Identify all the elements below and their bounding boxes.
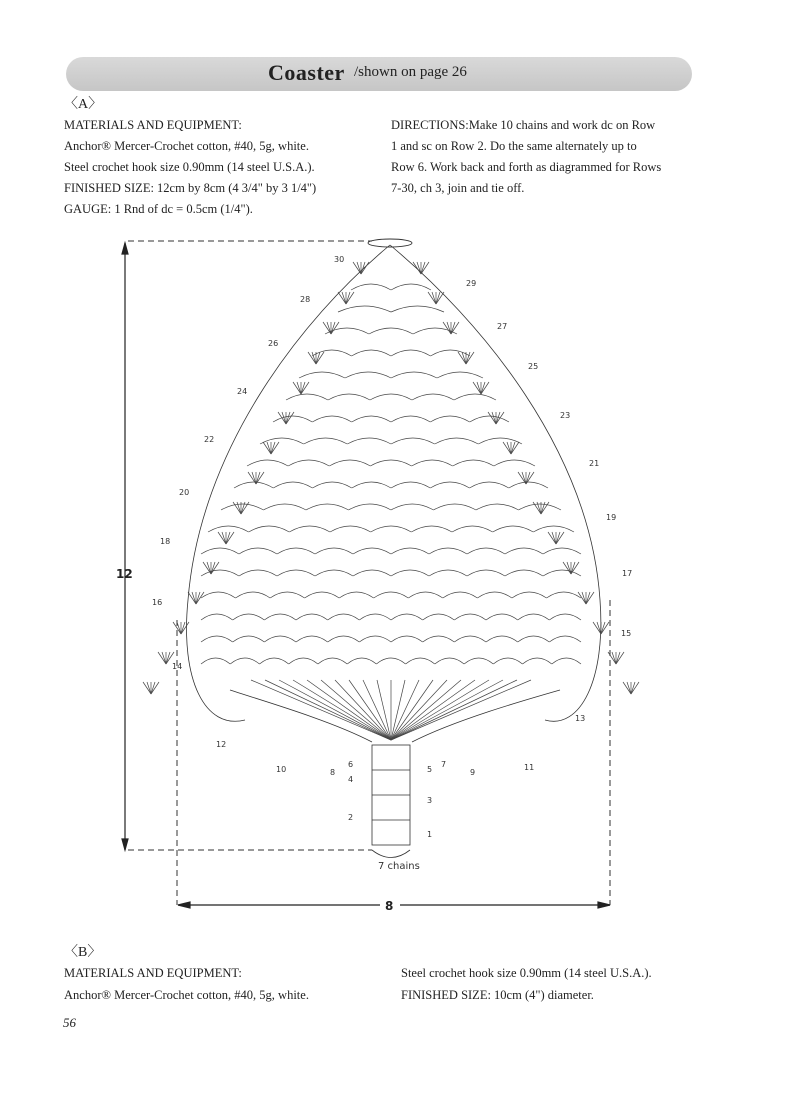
stitch-arc	[467, 570, 505, 576]
stitch-mark	[443, 322, 451, 334]
stitch-arc	[201, 592, 236, 598]
stitch-arc	[412, 460, 453, 466]
stitch-mark	[518, 472, 526, 484]
stitch-arc	[435, 658, 464, 664]
stitch-arc	[313, 482, 352, 488]
stitch-arc	[353, 548, 391, 554]
stitch-arc	[352, 482, 391, 488]
stitch-mark	[271, 442, 275, 454]
stitch-arc	[328, 636, 360, 642]
stitch-mark	[421, 262, 425, 274]
stitch-arc	[493, 658, 522, 664]
stitch-arc	[347, 658, 376, 664]
row-label: 2	[348, 813, 354, 822]
stitch-arc	[452, 526, 493, 532]
stitch-mark	[623, 682, 631, 694]
stitch-arc	[260, 658, 289, 664]
stitch-arc	[201, 658, 230, 664]
stitch-mark	[278, 412, 286, 424]
row-label: 13	[575, 714, 586, 723]
stitch-arc	[315, 570, 353, 576]
stitch-mark	[548, 532, 556, 544]
stitch-mark	[503, 442, 511, 454]
stitch-mark	[293, 382, 301, 394]
stitch-arc	[518, 636, 550, 642]
stitch-mark	[436, 292, 440, 304]
stitch-arc	[312, 416, 351, 422]
stitch-arc	[391, 504, 434, 510]
stitch-arc	[505, 548, 543, 554]
row-label: 4	[348, 775, 354, 784]
stitch-arc	[286, 394, 328, 400]
stitch-arc	[391, 438, 435, 444]
stitch-mark	[601, 622, 609, 634]
stitch-mark	[293, 680, 391, 740]
row-label: 6	[348, 760, 354, 769]
hook-b: Steel crochet hook size 0.90mm (14 steel U.S.A.).	[401, 966, 652, 980]
row-label: 21	[589, 459, 600, 468]
stitch-arc	[296, 614, 328, 620]
stitch-arc	[264, 636, 296, 642]
stitch-mark	[316, 352, 324, 364]
stitch-mark	[608, 652, 616, 664]
stitch-mark	[466, 352, 474, 364]
stitch-arc	[408, 592, 443, 598]
stitch-arc	[208, 526, 249, 532]
stitch-arc	[260, 438, 304, 444]
section-a-label: 〈A〉	[64, 97, 103, 112]
pineapple-motif	[187, 245, 601, 742]
stitch-arc	[201, 570, 239, 576]
stitch-mark	[301, 382, 305, 394]
stitch-arc	[349, 504, 392, 510]
stitch-arc	[494, 460, 535, 466]
stitch-arc	[552, 658, 581, 664]
stitch-arc	[429, 548, 467, 554]
stitch-mark	[413, 262, 421, 274]
row-label: 28	[300, 295, 311, 304]
stitch-mark	[391, 680, 503, 740]
row-label: 16	[152, 598, 163, 607]
stitch-mark	[391, 680, 517, 740]
stitch-mark	[301, 382, 309, 394]
stitch-mark	[436, 292, 444, 304]
stitch-arc	[391, 372, 437, 378]
stitch-mark	[552, 532, 556, 544]
stitch-arc	[330, 526, 371, 532]
row-label: 1	[427, 830, 433, 839]
row-label: 12	[216, 740, 227, 749]
stitch-mark	[391, 680, 419, 740]
stitch-mark	[166, 652, 170, 664]
stitch-arc	[315, 548, 353, 554]
stitch-arc	[391, 548, 429, 554]
stitch-mark	[616, 652, 620, 664]
stitch-mark	[226, 532, 234, 544]
finished-size-a: FINISHED SIZE: 12cm by 8cm (4 3/4" by 3 1/4")	[64, 181, 317, 195]
stitch-arc	[505, 570, 543, 576]
directions-line-3: Row 6. Work back and forth as diagrammed for Rows	[391, 160, 662, 174]
stitch-mark	[271, 442, 279, 454]
stitch-arc	[328, 614, 360, 620]
stitch-arc	[434, 504, 477, 510]
stitch-mark	[203, 562, 211, 574]
stitch-arc	[478, 438, 522, 444]
stitch-arc	[312, 350, 352, 356]
stitch-arc	[277, 570, 315, 576]
stitch-arc	[264, 614, 296, 620]
materials-heading-b: MATERIALS AND EQUIPMENT:	[64, 966, 242, 980]
materials-line-1-a: Anchor® Mercer-Crochet cotton, #40, 5g, white.	[64, 139, 309, 153]
stitch-arc	[391, 614, 423, 620]
stitch-arc	[543, 548, 581, 554]
directions-line-2: 1 and sc on Row 2. Do the same alternately up to	[391, 139, 637, 153]
stitch-mark	[265, 680, 391, 740]
stitch-mark	[586, 592, 594, 604]
stitch-arc	[289, 658, 318, 664]
stitch-arc	[345, 372, 391, 378]
stitch-mark	[151, 682, 155, 694]
stitch-mark	[556, 532, 560, 544]
stitch-arc	[374, 592, 409, 598]
stitch-arc	[486, 636, 518, 642]
materials-heading-a: MATERIALS AND EQUIPMENT:	[64, 118, 242, 132]
stitch-mark	[488, 412, 496, 424]
stitch-mark	[578, 592, 586, 604]
stitch-arc	[369, 328, 413, 334]
stitch-mark	[151, 682, 159, 694]
stitch-mark	[181, 622, 189, 634]
stitch-arc	[289, 526, 330, 532]
stitch-arc	[318, 658, 347, 664]
stitch-arc	[391, 306, 444, 312]
stitch-arc	[518, 614, 550, 620]
stitch-arc	[370, 394, 412, 400]
stitch-arc	[230, 658, 259, 664]
row-label: 15	[621, 629, 632, 638]
stitch-mark	[188, 592, 196, 604]
directions-line-4: 7-30, ch 3, join and tie off.	[391, 181, 525, 195]
stitch-mark	[162, 652, 166, 664]
stitch-mark	[256, 472, 264, 484]
row-labels-right	[427, 279, 632, 839]
row-label: 19	[606, 513, 617, 522]
row-label: 10	[276, 765, 287, 774]
stitch-mark	[582, 592, 586, 604]
stitch-arc	[304, 438, 348, 444]
stitch-mark	[267, 442, 271, 454]
stitch-mark	[338, 292, 346, 304]
stitch-arc	[391, 636, 423, 642]
stitch-mark	[481, 382, 485, 394]
stitch-mark	[323, 322, 331, 334]
stitch-mark	[391, 680, 447, 740]
stitch-mark	[342, 292, 346, 304]
stitch-arc	[543, 570, 581, 576]
stitch-mark	[428, 292, 436, 304]
stitch-arc	[201, 548, 239, 554]
stitch-mark	[363, 680, 391, 740]
stitch-arc	[549, 636, 581, 642]
stitch-mark	[631, 682, 639, 694]
stitch-mark	[192, 592, 196, 604]
chains-label: 7 chains	[378, 861, 420, 872]
stitch-mark	[321, 680, 391, 740]
stitch-mark	[597, 622, 601, 634]
stitch-arc	[221, 504, 264, 510]
stitch-arc	[476, 504, 519, 510]
top-chain-loop	[368, 239, 412, 247]
width-label: 8	[385, 899, 394, 913]
stitch-mark	[496, 412, 500, 424]
stitch-arc	[270, 592, 305, 598]
stitch-mark	[391, 680, 461, 740]
stitch-mark	[616, 652, 624, 664]
stitch-arc	[273, 416, 312, 422]
stitch-mark	[353, 262, 361, 274]
row-labels-left	[152, 255, 353, 822]
stitch-arc	[467, 548, 505, 554]
row-label: 27	[497, 322, 508, 331]
stitch-arc	[233, 636, 265, 642]
height-dimension-line	[122, 243, 128, 850]
stitch-arc	[391, 284, 431, 290]
stitch-arc	[423, 636, 455, 642]
row-label: 26	[268, 339, 279, 348]
row-label: 5	[427, 765, 433, 774]
stitch-mark	[421, 262, 429, 274]
stitch-mark	[211, 562, 219, 574]
stitch-mark	[601, 622, 605, 634]
stitch-arc	[464, 658, 493, 664]
stitch-mark	[158, 652, 166, 664]
stitch-mark	[492, 412, 496, 424]
stitch-arc	[509, 482, 548, 488]
stitch-mark	[507, 442, 511, 454]
stitch-arc	[391, 570, 429, 576]
stitch-mark	[377, 680, 391, 740]
stitch-mark	[286, 412, 290, 424]
stitch-mark	[218, 532, 226, 544]
finished-size-b: FINISHED SIZE: 10cm (4") diameter.	[401, 988, 594, 1002]
stitch-mark	[473, 382, 481, 394]
stitch-arc	[370, 460, 411, 466]
stitch-arc	[233, 614, 265, 620]
directions-line-1: DIRECTIONS:Make 10 chains and work dc on Row	[391, 118, 656, 132]
page-subtitle: /shown on page 26	[354, 64, 467, 80]
row-label: 7	[441, 760, 447, 769]
stitch-arc	[236, 592, 271, 598]
stitch-arc	[477, 592, 512, 598]
stitch-mark	[627, 682, 631, 694]
stitch-mark	[331, 322, 335, 334]
stitch-mark	[211, 562, 215, 574]
stitch-arc	[329, 460, 370, 466]
stitch-mark	[346, 292, 354, 304]
stitch-mark	[496, 412, 504, 424]
stitch-arc	[391, 482, 430, 488]
stitch-arc	[470, 482, 509, 488]
chain-base	[372, 850, 410, 858]
stitch-mark	[432, 292, 436, 304]
stitch-mark	[391, 680, 475, 740]
stitch-mark	[391, 680, 489, 740]
stitch-mark	[481, 382, 489, 394]
stitch-mark	[181, 622, 185, 634]
stitch-arc	[351, 284, 391, 290]
stitch-arcs	[201, 284, 581, 664]
stitch-arc	[391, 350, 431, 356]
stitch-arc	[454, 394, 496, 400]
stitch-arc	[296, 636, 328, 642]
section-b-label: 〈B〉	[64, 945, 102, 960]
page-number: 56	[63, 1015, 76, 1030]
stitch-arc	[239, 548, 277, 554]
stitch-mark	[279, 680, 391, 740]
row-label: 17	[622, 569, 633, 578]
row-label: 14	[172, 662, 183, 671]
row-label: 24	[237, 387, 248, 396]
stitch-arc	[288, 460, 329, 466]
stitch-mark	[143, 682, 151, 694]
stitch-arc	[547, 592, 582, 598]
stitch-marks	[143, 262, 639, 740]
row-label: 8	[330, 768, 336, 777]
materials-line-2-a: Steel crochet hook size 0.90mm (14 steel U.S.A.).	[64, 160, 315, 174]
stitch-mark	[567, 562, 571, 574]
stitch-arc	[406, 658, 435, 664]
stitch-arc	[371, 526, 412, 532]
stitch-mark	[196, 592, 204, 604]
stitch-arc	[264, 504, 307, 510]
stitch-mark	[612, 652, 616, 664]
stitch-arc	[493, 526, 534, 532]
stitch-arc	[352, 416, 391, 422]
stitch-arc	[430, 416, 469, 422]
stitch-arc	[201, 614, 233, 620]
stitch-mark	[263, 442, 271, 454]
stitch-arc	[352, 350, 392, 356]
stitch-arc	[523, 658, 552, 664]
row-label: 23	[560, 411, 571, 420]
stitch-arc	[234, 482, 273, 488]
stitch-arc	[249, 526, 290, 532]
stitch-arc	[338, 306, 391, 312]
stitch-arc	[411, 526, 452, 532]
stitch-mark	[147, 682, 151, 694]
stitch-arc	[328, 394, 370, 400]
stitch-arc	[437, 372, 483, 378]
stitch-mark	[297, 382, 301, 394]
stitch-arc	[306, 504, 349, 510]
stitch-mark	[571, 562, 579, 574]
stitch-arc	[299, 372, 345, 378]
row-label: 29	[466, 279, 477, 288]
row-label: 25	[528, 362, 539, 371]
stitch-arc	[423, 614, 455, 620]
stitch-arc	[277, 548, 315, 554]
stitch-mark	[286, 412, 294, 424]
stitch-mark	[593, 622, 601, 634]
stitch-mark	[458, 352, 466, 364]
stitch-arc	[454, 636, 486, 642]
row-label: 18	[160, 537, 171, 546]
stitch-mark	[451, 322, 459, 334]
materials-line-1-b: Anchor® Mercer-Crochet cotton, #40, 5g, white.	[64, 988, 309, 1002]
stitch-mark	[447, 322, 451, 334]
page-title: Coaster	[268, 60, 345, 85]
stitch-mark	[563, 562, 571, 574]
row-label: 30	[334, 255, 345, 264]
stitch-arc	[443, 592, 478, 598]
stitch-mark	[477, 382, 481, 394]
stitch-mark	[331, 322, 339, 334]
stitch-arc	[431, 350, 471, 356]
gauge-a: GAUGE: 1 Rnd of dc = 0.5cm (1/4").	[64, 202, 253, 216]
stitch-arc	[486, 614, 518, 620]
stitch-mark	[511, 442, 515, 454]
stitch-arc	[454, 614, 486, 620]
stitch-arc	[359, 636, 391, 642]
stitch-arc	[347, 438, 391, 444]
stitch-mark	[631, 682, 635, 694]
stitch-mark	[222, 532, 226, 544]
stitch-arc	[239, 570, 277, 576]
stitch-arc	[412, 394, 454, 400]
stitch-arc	[305, 592, 340, 598]
stitch-arc	[359, 614, 391, 620]
stitch-arc	[549, 614, 581, 620]
stitch-mark	[226, 532, 230, 544]
stitch-arc	[429, 570, 467, 576]
stitch-mark	[282, 412, 286, 424]
stitch-arc	[201, 636, 233, 642]
stitch-mark	[335, 680, 391, 740]
row-label: 11	[524, 763, 535, 772]
stitch-mark	[511, 442, 519, 454]
stem-rows	[372, 745, 410, 845]
stitch-arc	[391, 416, 430, 422]
stitch-arc	[339, 592, 374, 598]
stitch-arc	[512, 592, 547, 598]
stitch-mark	[177, 622, 181, 634]
stitch-mark	[308, 352, 316, 364]
stitch-arc	[470, 416, 509, 422]
stitch-mark	[556, 532, 564, 544]
stitch-arc	[376, 658, 405, 664]
stitch-arc	[353, 570, 391, 576]
row-label: 22	[204, 435, 215, 444]
stitch-mark	[196, 592, 200, 604]
stitch-mark	[361, 262, 369, 274]
row-label: 9	[470, 768, 476, 777]
stitch-arc	[533, 526, 574, 532]
row-label: 20	[179, 488, 190, 497]
stitch-mark	[346, 292, 350, 304]
stitch-mark	[417, 262, 421, 274]
stitch-arc	[273, 482, 312, 488]
stitch-arc	[247, 460, 288, 466]
row-label: 3	[427, 796, 433, 805]
stitch-arc	[435, 438, 479, 444]
stitch-arc	[519, 504, 562, 510]
stitch-mark	[391, 680, 405, 740]
stitch-arc	[453, 460, 494, 466]
height-label: 12	[116, 567, 133, 581]
stitch-arc	[430, 482, 469, 488]
stitch-mark	[586, 592, 590, 604]
